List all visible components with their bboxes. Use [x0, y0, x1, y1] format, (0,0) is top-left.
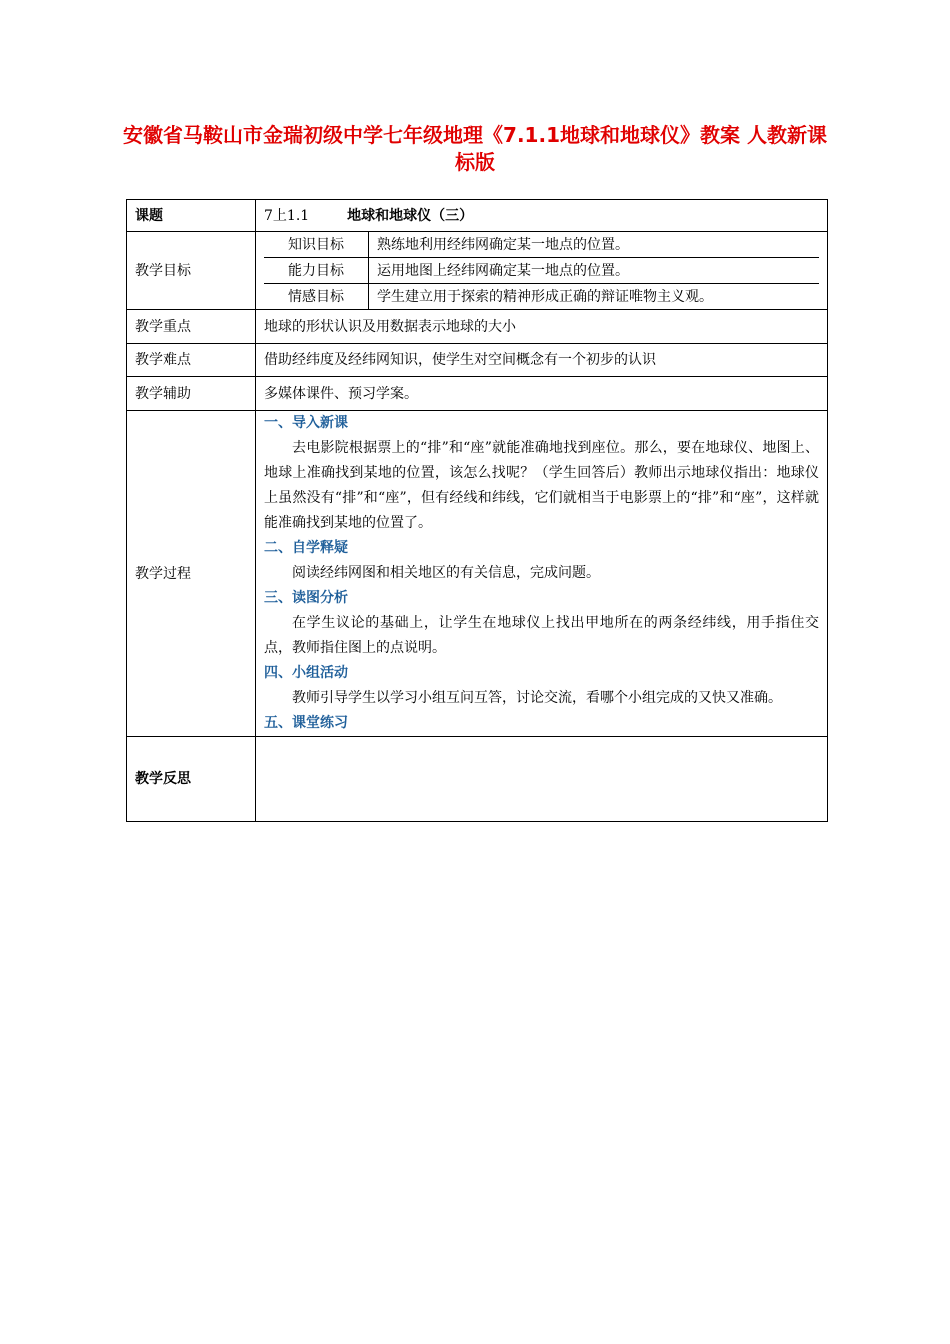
goal-row [264, 232, 819, 258]
section-heading: 四、小组活动 [264, 665, 348, 681]
aids-label: 教学辅助 [127, 377, 256, 411]
reflection-row [127, 737, 828, 822]
document-title: 安徽省马鞍山市金瑞初级中学七年级地理《7.1.1地球和地球仪》教案 人教新课标版 [123, 123, 827, 174]
goal-name: 情感目标 [264, 284, 369, 310]
difficulties-label: 教学难点 [127, 344, 256, 377]
key-points-label: 教学重点 [127, 310, 256, 344]
goal-name: 知识目标 [264, 232, 369, 258]
section-heading: 二、自学释疑 [264, 540, 348, 556]
section-heading: 一、导入新课 [264, 415, 348, 431]
key-points-row [127, 310, 828, 344]
key-points-text: 地球的形状认识及用数据表示地球的大小 [256, 310, 828, 344]
goal-name: 能力目标 [264, 258, 369, 284]
topic-row [127, 200, 828, 232]
topic-name: 地球和地球仪（三） [347, 207, 474, 224]
goals-label: 教学目标 [127, 232, 256, 310]
difficulties-row [127, 344, 828, 377]
section-text: 在学生议论的基础上，让学生在地球仪上找出甲地所在的两条经纬线，用手指住交点，教师指住图上的点说明。 [264, 615, 819, 656]
process-row [127, 411, 828, 737]
section-text: 去电影院根据票上的“排”和“座”就能准确地找到座位。那么，要在地球仪、地图上、地球上准确找到某地的位置，该怎么找呢？（学生回答后）教师出示地球仪指出：地球仪上虽然没有“排”和“座”，但有经线和纬线，它们就相当于电影票上的“排”和“座”，这样就能准确找到某地的位置了。 [264, 440, 819, 531]
section-text: 教师引导学生以学习小组互问互答，讨论交流，看哪个小组完成的又快又准确。 [292, 690, 782, 706]
goal-row [264, 284, 819, 310]
goals-cell [256, 232, 828, 310]
reflection-text [256, 737, 828, 822]
section-text: 阅读经纬网图和相关地区的有关信息，完成问题。 [292, 565, 600, 581]
section-heading: 五、课堂练习 [264, 715, 348, 731]
lesson-plan-table [126, 199, 828, 822]
goal-text: 学生建立用于探索的精神形成正确的辩证唯物主义观。 [377, 288, 713, 305]
process-content [256, 411, 828, 737]
topic-value [256, 200, 828, 232]
difficulties-text: 借助经纬度及经纬网知识，使学生对空间概念有一个初步的认识 [256, 344, 828, 377]
goals-row [127, 232, 828, 310]
topic-number: 7上1.1 [264, 207, 310, 224]
goal-row [264, 258, 819, 284]
goals-table [264, 232, 819, 309]
goal-text: 运用地图上经纬网确定某一地点的位置。 [369, 258, 820, 284]
topic-label: 课题 [127, 200, 256, 232]
section-heading: 三、读图分析 [264, 590, 348, 606]
process-label: 教学过程 [127, 411, 256, 737]
aids-row [127, 377, 828, 411]
reflection-label: 教学反思 [127, 737, 256, 822]
aids-text: 多媒体课件、预习学案。 [256, 377, 828, 411]
goal-text: 熟练地利用经纬网确定某一地点的位置。 [369, 232, 820, 258]
